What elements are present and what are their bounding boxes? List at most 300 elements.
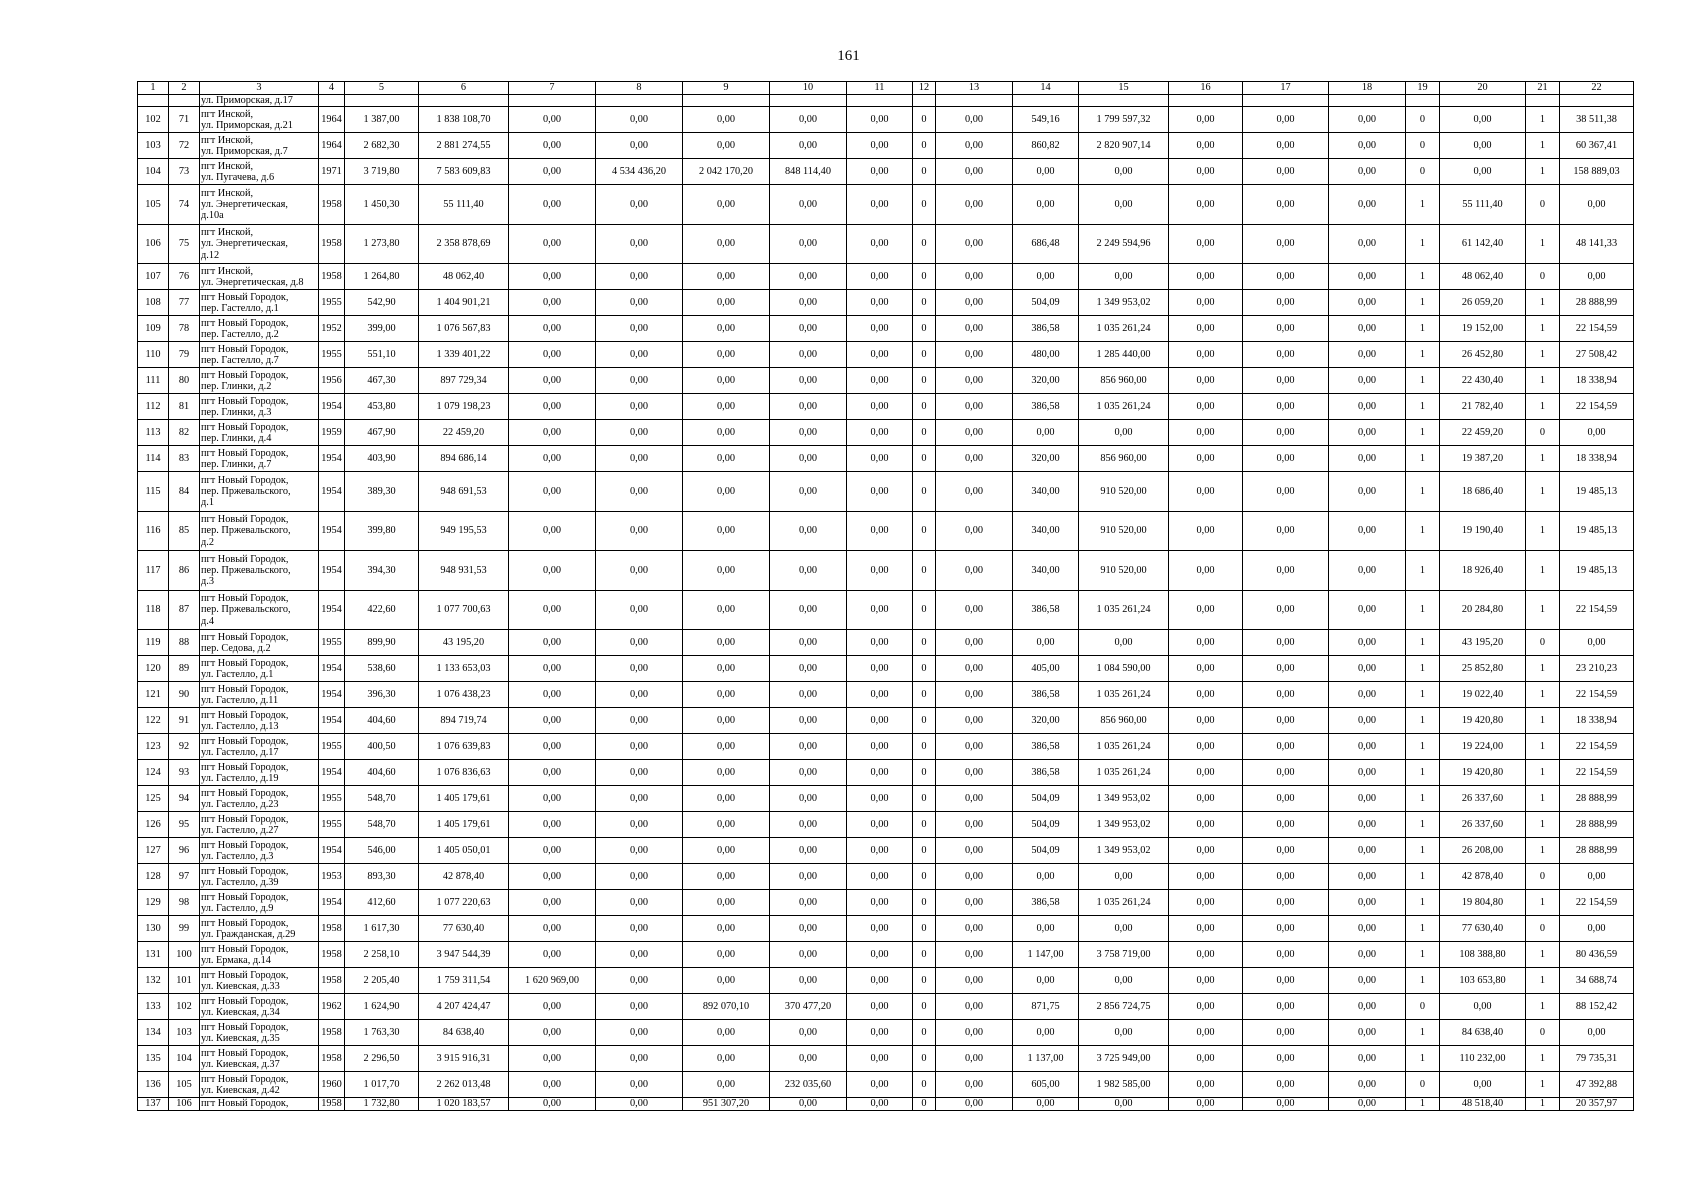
table-cell: 1 bbox=[1406, 812, 1440, 838]
table-cell: 28 888,99 bbox=[1560, 838, 1634, 864]
table-row bbox=[138, 264, 1634, 290]
address-cell: пгт Новый Городок, пер. Глинки, д.3 bbox=[200, 394, 319, 420]
table-cell: 0,00 bbox=[1329, 290, 1406, 316]
table-cell: 1 bbox=[1406, 511, 1440, 551]
table-cell: 76 bbox=[169, 264, 200, 290]
table-cell: 0,00 bbox=[936, 656, 1013, 682]
table-cell: 100 bbox=[169, 942, 200, 968]
table-row bbox=[138, 185, 1634, 225]
table-cell: 1 bbox=[1406, 942, 1440, 968]
table-cell: 0,00 bbox=[1329, 708, 1406, 734]
table-cell: 113 bbox=[138, 420, 169, 446]
table-cell: 0,00 bbox=[1169, 290, 1243, 316]
table-cell: 72 bbox=[169, 133, 200, 159]
table-cell: 0,00 bbox=[683, 968, 770, 994]
table-cell: 2 042 170,20 bbox=[683, 159, 770, 185]
table-cell: 1955 bbox=[319, 812, 345, 838]
table-cell: 0,00 bbox=[1329, 264, 1406, 290]
table-cell: 1 147,00 bbox=[1013, 942, 1079, 968]
table-cell: 0,00 bbox=[1243, 890, 1329, 916]
table-cell: 0,00 bbox=[936, 838, 1013, 864]
table-cell: 0,00 bbox=[936, 916, 1013, 942]
table-cell: 127 bbox=[138, 838, 169, 864]
table-cell: 0,00 bbox=[1329, 942, 1406, 968]
column-header: 21 bbox=[1526, 82, 1560, 95]
table-cell: 504,09 bbox=[1013, 812, 1079, 838]
table-cell: 48 062,40 bbox=[419, 264, 509, 290]
table-cell: 0 bbox=[913, 838, 936, 864]
table-cell: 0,00 bbox=[770, 864, 847, 890]
table-cell: 0,00 bbox=[847, 159, 913, 185]
table-cell: 103 bbox=[138, 133, 169, 159]
table-cell: 22 154,59 bbox=[1560, 590, 1634, 630]
table-cell: 0,00 bbox=[596, 264, 683, 290]
table-cell: 0,00 bbox=[509, 224, 596, 264]
table-cell: 0,00 bbox=[1169, 708, 1243, 734]
address-cell: пгт Новый Городок, ул. Гастелло, д.11 bbox=[200, 682, 319, 708]
table-cell: 0,00 bbox=[847, 551, 913, 591]
address-cell: пгт Новый Городок, ул. Киевская, д.37 bbox=[200, 1046, 319, 1072]
table-cell: 0,00 bbox=[936, 760, 1013, 786]
table-cell: 0,00 bbox=[1169, 511, 1243, 551]
table-cell: 0,00 bbox=[936, 630, 1013, 656]
table-cell: 0,00 bbox=[1243, 942, 1329, 968]
table-cell: 0,00 bbox=[1169, 133, 1243, 159]
table-cell: 1 349 953,02 bbox=[1079, 290, 1169, 316]
table-cell: 1 bbox=[1406, 264, 1440, 290]
table-cell: 1954 bbox=[319, 472, 345, 512]
table-cell: 1 bbox=[1406, 1098, 1440, 1110]
table-cell: 1 077 700,63 bbox=[419, 590, 509, 630]
table-cell: 0,00 bbox=[936, 264, 1013, 290]
table-cell bbox=[913, 95, 936, 107]
table-cell: 26 208,00 bbox=[1440, 838, 1526, 864]
table-cell: 0,00 bbox=[1440, 107, 1526, 133]
table-cell: 0 bbox=[913, 264, 936, 290]
table-row bbox=[138, 968, 1634, 994]
table-cell: 0,00 bbox=[683, 590, 770, 630]
table-cell: 125 bbox=[138, 786, 169, 812]
table-cell: 1 bbox=[1406, 446, 1440, 472]
table-cell: 0,00 bbox=[770, 420, 847, 446]
table-cell: 134 bbox=[138, 1020, 169, 1046]
table-cell: 0,00 bbox=[596, 472, 683, 512]
table-cell: 110 232,00 bbox=[1440, 1046, 1526, 1072]
table-cell: 0,00 bbox=[683, 316, 770, 342]
table-cell: 605,00 bbox=[1013, 1072, 1079, 1098]
table-cell: 77 bbox=[169, 290, 200, 316]
table-cell: 386,58 bbox=[1013, 760, 1079, 786]
table-cell: 0,00 bbox=[1169, 942, 1243, 968]
table-cell: 2 682,30 bbox=[345, 133, 419, 159]
table-cell: 0,00 bbox=[683, 786, 770, 812]
table-cell: 48 141,33 bbox=[1560, 224, 1634, 264]
table-cell: 1955 bbox=[319, 786, 345, 812]
table-row bbox=[138, 224, 1634, 264]
table-cell: 0 bbox=[913, 159, 936, 185]
table-cell: 0,00 bbox=[683, 264, 770, 290]
table-cell: 0 bbox=[913, 472, 936, 512]
table-cell: 0,00 bbox=[770, 838, 847, 864]
table-cell: 1954 bbox=[319, 551, 345, 591]
table-cell: 0,00 bbox=[596, 682, 683, 708]
table-cell: 19 152,00 bbox=[1440, 316, 1526, 342]
column-header: 5 bbox=[345, 82, 419, 95]
table-cell: 1 bbox=[1406, 1046, 1440, 1072]
table-cell: 1958 bbox=[319, 1098, 345, 1110]
table-cell: 0,00 bbox=[770, 942, 847, 968]
address-cell: пгт Новый Городок, ул. Киевская, д.34 bbox=[200, 994, 319, 1020]
table-cell: 110 bbox=[138, 342, 169, 368]
table-cell: 2 205,40 bbox=[345, 968, 419, 994]
address-cell: пгт Новый Городок, пер. Пржевальского, д.2 bbox=[200, 511, 319, 551]
table-cell: 320,00 bbox=[1013, 708, 1079, 734]
table-cell: 2 296,50 bbox=[345, 1046, 419, 1072]
address-cell: пгт Новый Городок, ул. Ермака, д.14 bbox=[200, 942, 319, 968]
table-cell: 542,90 bbox=[345, 290, 419, 316]
table-cell: 0 bbox=[1406, 1072, 1440, 1098]
table-cell: 0 bbox=[913, 224, 936, 264]
table-cell: 0,00 bbox=[1329, 342, 1406, 368]
address-cell: пгт Новый Городок, ул. Киевская, д.35 bbox=[200, 1020, 319, 1046]
table-cell bbox=[683, 95, 770, 107]
table-cell: 0,00 bbox=[596, 656, 683, 682]
column-header: 12 bbox=[913, 82, 936, 95]
table-cell bbox=[936, 95, 1013, 107]
table-cell: 1 bbox=[1406, 472, 1440, 512]
table-cell: 82 bbox=[169, 420, 200, 446]
table-cell: 1 349 953,02 bbox=[1079, 838, 1169, 864]
table-cell: 0,00 bbox=[1169, 107, 1243, 133]
table-cell: 97 bbox=[169, 864, 200, 890]
address-cell: пгт Новый Городок, ул. Гастелло, д.9 bbox=[200, 890, 319, 916]
table-cell: 0 bbox=[913, 394, 936, 420]
table-body bbox=[138, 95, 1634, 1111]
table-cell: 1 bbox=[1526, 760, 1560, 786]
table-cell: 0,00 bbox=[596, 511, 683, 551]
table-cell: 0,00 bbox=[770, 511, 847, 551]
table-cell: 0,00 bbox=[1013, 420, 1079, 446]
table-cell: 0,00 bbox=[936, 968, 1013, 994]
table-cell: 1 bbox=[1526, 708, 1560, 734]
table-cell: 1 285 440,00 bbox=[1079, 342, 1169, 368]
table-cell: 0,00 bbox=[683, 420, 770, 446]
table-cell: 0,00 bbox=[596, 551, 683, 591]
table-cell: 403,90 bbox=[345, 446, 419, 472]
table-cell: 0,00 bbox=[1079, 264, 1169, 290]
table-cell: 0,00 bbox=[1243, 708, 1329, 734]
table-cell: 0,00 bbox=[509, 107, 596, 133]
table-cell: 0,00 bbox=[847, 420, 913, 446]
table-cell: 0,00 bbox=[770, 1046, 847, 1072]
address-cell: пгт Новый Городок, ул. Гастелло, д.1 bbox=[200, 656, 319, 682]
table-cell: 1 bbox=[1526, 812, 1560, 838]
address-cell: пгт Новый Городок, ул. Гастелло, д.39 bbox=[200, 864, 319, 890]
table-cell: 0,00 bbox=[770, 185, 847, 225]
table-cell: 90 bbox=[169, 682, 200, 708]
table-cell: 546,00 bbox=[345, 838, 419, 864]
table-cell: 504,09 bbox=[1013, 290, 1079, 316]
table-row bbox=[138, 95, 1634, 107]
table-cell: 1 bbox=[1526, 472, 1560, 512]
table-cell: 137 bbox=[138, 1098, 169, 1110]
table-cell: 386,58 bbox=[1013, 316, 1079, 342]
table-cell: 101 bbox=[169, 968, 200, 994]
table-cell: 91 bbox=[169, 708, 200, 734]
table-cell bbox=[1329, 95, 1406, 107]
table-cell: 0,00 bbox=[1243, 159, 1329, 185]
table-cell: 0,00 bbox=[509, 394, 596, 420]
table-cell: 1 bbox=[1526, 446, 1560, 472]
table-cell: 0,00 bbox=[596, 942, 683, 968]
table-cell: 0,00 bbox=[770, 812, 847, 838]
table-cell: 1 bbox=[1526, 786, 1560, 812]
table-cell: 1958 bbox=[319, 942, 345, 968]
table-cell: 892 070,10 bbox=[683, 994, 770, 1020]
table-cell: 910 520,00 bbox=[1079, 511, 1169, 551]
table-cell: 0,00 bbox=[847, 290, 913, 316]
table-cell: 396,30 bbox=[345, 682, 419, 708]
table-cell: 0,00 bbox=[1329, 394, 1406, 420]
address-cell: ул. Приморская, д.17 bbox=[200, 95, 319, 107]
table-cell: 79 735,31 bbox=[1560, 1046, 1634, 1072]
table-cell: 1 035 261,24 bbox=[1079, 682, 1169, 708]
table-cell: 0,00 bbox=[770, 316, 847, 342]
address-cell: пгт Новый Городок, ул. Гражданская, д.29 bbox=[200, 916, 319, 942]
table-cell: 0 bbox=[913, 107, 936, 133]
table-cell: 1 035 261,24 bbox=[1079, 316, 1169, 342]
table-cell: 92 bbox=[169, 734, 200, 760]
table-cell: 0,00 bbox=[1243, 368, 1329, 394]
table-cell: 0,00 bbox=[1243, 342, 1329, 368]
table-cell: 118 bbox=[138, 590, 169, 630]
table-row bbox=[138, 133, 1634, 159]
table-cell: 1 bbox=[1526, 551, 1560, 591]
table-cell: 0,00 bbox=[596, 185, 683, 225]
table-cell: 1955 bbox=[319, 342, 345, 368]
table-cell: 0,00 bbox=[1329, 1072, 1406, 1098]
table-cell: 0,00 bbox=[509, 342, 596, 368]
table-cell: 1 bbox=[1406, 786, 1440, 812]
table-cell: 1 035 261,24 bbox=[1079, 760, 1169, 786]
table-cell: 0,00 bbox=[1329, 890, 1406, 916]
table-row bbox=[138, 1020, 1634, 1046]
table-cell: 848 114,40 bbox=[770, 159, 847, 185]
table-cell: 26 059,20 bbox=[1440, 290, 1526, 316]
table-cell: 0,00 bbox=[847, 1020, 913, 1046]
table-cell: 0,00 bbox=[509, 290, 596, 316]
table-cell: 948 691,53 bbox=[419, 472, 509, 512]
table-cell: 0,00 bbox=[683, 708, 770, 734]
table-cell: 0,00 bbox=[1079, 420, 1169, 446]
table-cell: 0,00 bbox=[596, 630, 683, 656]
table-cell: 0,00 bbox=[847, 708, 913, 734]
table-cell: 0,00 bbox=[1169, 185, 1243, 225]
table-cell: 0,00 bbox=[1169, 368, 1243, 394]
table-cell: 0,00 bbox=[509, 590, 596, 630]
table-cell: 88 152,42 bbox=[1560, 994, 1634, 1020]
table-cell: 871,75 bbox=[1013, 994, 1079, 1020]
table-cell: 3 719,80 bbox=[345, 159, 419, 185]
table-cell: 94 bbox=[169, 786, 200, 812]
table-cell: 0,00 bbox=[1013, 630, 1079, 656]
table-cell: 910 520,00 bbox=[1079, 551, 1169, 591]
table-cell: 0,00 bbox=[1013, 264, 1079, 290]
table-cell: 1 bbox=[1406, 968, 1440, 994]
table-cell: 0,00 bbox=[936, 708, 1013, 734]
table-cell: 0,00 bbox=[770, 224, 847, 264]
table-cell: 84 638,40 bbox=[419, 1020, 509, 1046]
table-cell: 1 bbox=[1526, 968, 1560, 994]
table-cell: 0,00 bbox=[936, 786, 1013, 812]
table-cell: 1 035 261,24 bbox=[1079, 394, 1169, 420]
table-cell: 0,00 bbox=[1243, 224, 1329, 264]
table-cell: 0,00 bbox=[683, 446, 770, 472]
table-cell: 404,60 bbox=[345, 708, 419, 734]
table-cell: 126 bbox=[138, 812, 169, 838]
table-cell: 0,00 bbox=[936, 1098, 1013, 1110]
table-cell: 0,00 bbox=[1169, 394, 1243, 420]
table-cell: 158 889,03 bbox=[1560, 159, 1634, 185]
table-cell: 1954 bbox=[319, 682, 345, 708]
column-header: 13 bbox=[936, 82, 1013, 95]
table-cell: 0,00 bbox=[683, 812, 770, 838]
table-cell: 0,00 bbox=[1079, 864, 1169, 890]
table-cell: 48 518,40 bbox=[1440, 1098, 1526, 1110]
table-cell: 0,00 bbox=[847, 590, 913, 630]
table-cell: 0,00 bbox=[596, 916, 683, 942]
table-cell: 0,00 bbox=[1329, 368, 1406, 394]
table-cell: 0,00 bbox=[509, 760, 596, 786]
table-cell bbox=[1440, 95, 1526, 107]
table-cell: 86 bbox=[169, 551, 200, 591]
table-cell: 0,00 bbox=[770, 472, 847, 512]
table-cell: 0,00 bbox=[1079, 916, 1169, 942]
table-cell: 0,00 bbox=[509, 838, 596, 864]
table-cell: 0,00 bbox=[596, 133, 683, 159]
table-cell: 0 bbox=[913, 368, 936, 394]
table-cell: 1 624,90 bbox=[345, 994, 419, 1020]
table-cell: 0,00 bbox=[1243, 682, 1329, 708]
address-cell: пгт Инской, ул. Энергетическая, д.12 bbox=[200, 224, 319, 264]
table-cell: 19 485,13 bbox=[1560, 551, 1634, 591]
table-cell: 0,00 bbox=[1329, 551, 1406, 591]
table-cell: 22 459,20 bbox=[1440, 420, 1526, 446]
table-cell: 18 926,40 bbox=[1440, 551, 1526, 591]
table-cell: 1 bbox=[1526, 590, 1560, 630]
address-cell: пгт Инской, ул. Приморская, д.21 bbox=[200, 107, 319, 133]
table-cell: 0,00 bbox=[1329, 916, 1406, 942]
table-cell: 0,00 bbox=[936, 316, 1013, 342]
table-cell: 1 799 597,32 bbox=[1079, 107, 1169, 133]
table-row bbox=[138, 734, 1634, 760]
table-row bbox=[138, 656, 1634, 682]
table-cell: 0,00 bbox=[596, 342, 683, 368]
table-cell: 3 725 949,00 bbox=[1079, 1046, 1169, 1072]
table-cell: 0,00 bbox=[596, 812, 683, 838]
table-cell: 0 bbox=[913, 1020, 936, 1046]
table-cell bbox=[1013, 95, 1079, 107]
table-cell: 0,00 bbox=[847, 316, 913, 342]
table-cell: 0,00 bbox=[596, 864, 683, 890]
table-cell: 1 076 438,23 bbox=[419, 682, 509, 708]
table-cell: 0,00 bbox=[596, 290, 683, 316]
table-cell: 18 338,94 bbox=[1560, 708, 1634, 734]
table-cell: 504,09 bbox=[1013, 786, 1079, 812]
table-cell: 0,00 bbox=[1329, 420, 1406, 446]
table-cell: 0,00 bbox=[1169, 656, 1243, 682]
table-cell: 7 583 609,83 bbox=[419, 159, 509, 185]
table-cell: 1 404 901,21 bbox=[419, 290, 509, 316]
table-cell: 0,00 bbox=[1243, 1072, 1329, 1098]
table-cell: 386,58 bbox=[1013, 734, 1079, 760]
table-cell: 0,00 bbox=[509, 890, 596, 916]
table-cell bbox=[138, 95, 169, 107]
table-cell: 0,00 bbox=[847, 838, 913, 864]
table-cell: 0 bbox=[913, 1072, 936, 1098]
table-cell: 0,00 bbox=[936, 472, 1013, 512]
table-cell: 4 534 436,20 bbox=[596, 159, 683, 185]
table-cell: 1 079 198,23 bbox=[419, 394, 509, 420]
table-cell: 1 bbox=[1406, 590, 1440, 630]
address-cell: пгт Новый Городок, ул. Гастелло, д.23 bbox=[200, 786, 319, 812]
table-cell: 0,00 bbox=[1329, 446, 1406, 472]
table-cell: 20 284,80 bbox=[1440, 590, 1526, 630]
table-cell: 0,00 bbox=[596, 994, 683, 1020]
table-cell: 404,60 bbox=[345, 760, 419, 786]
table-cell: 34 688,74 bbox=[1560, 968, 1634, 994]
table-cell: 370 477,20 bbox=[770, 994, 847, 1020]
table-cell: 1952 bbox=[319, 316, 345, 342]
table-cell: 0,00 bbox=[847, 264, 913, 290]
table-cell: 0,00 bbox=[1243, 133, 1329, 159]
table-cell: 1 bbox=[1406, 760, 1440, 786]
table-cell: 1 035 261,24 bbox=[1079, 890, 1169, 916]
table-cell: 0,00 bbox=[936, 290, 1013, 316]
table-cell: 899,90 bbox=[345, 630, 419, 656]
table-cell: 117 bbox=[138, 551, 169, 591]
table-cell: 0 bbox=[913, 682, 936, 708]
table-cell: 114 bbox=[138, 446, 169, 472]
table-cell: 0,00 bbox=[509, 133, 596, 159]
table-cell: 1 349 953,02 bbox=[1079, 786, 1169, 812]
table-cell: 0,00 bbox=[596, 890, 683, 916]
table-cell: 0,00 bbox=[1169, 420, 1243, 446]
table-cell: 1 bbox=[1406, 224, 1440, 264]
table-cell: 106 bbox=[169, 1098, 200, 1110]
table-cell: 1958 bbox=[319, 185, 345, 225]
table-cell: 0,00 bbox=[1243, 511, 1329, 551]
table-cell: 0,00 bbox=[936, 682, 1013, 708]
table-cell: 3 947 544,39 bbox=[419, 942, 509, 968]
table-cell: 0,00 bbox=[770, 368, 847, 394]
table-cell: 71 bbox=[169, 107, 200, 133]
table-cell: 480,00 bbox=[1013, 342, 1079, 368]
table-cell: 1 bbox=[1406, 394, 1440, 420]
table-cell: 0,00 bbox=[596, 968, 683, 994]
table-cell: 0,00 bbox=[847, 812, 913, 838]
table-cell: 1 450,30 bbox=[345, 185, 419, 225]
table-cell: 0,00 bbox=[1329, 511, 1406, 551]
table-cell: 1 bbox=[1406, 708, 1440, 734]
table-cell: 2 820 907,14 bbox=[1079, 133, 1169, 159]
table-cell: 0,00 bbox=[770, 394, 847, 420]
table-cell: 0,00 bbox=[1243, 420, 1329, 446]
table-cell: 1 bbox=[1406, 368, 1440, 394]
table-cell: 0,00 bbox=[1243, 812, 1329, 838]
table-cell: 0,00 bbox=[1169, 864, 1243, 890]
table-cell: 0,00 bbox=[847, 734, 913, 760]
